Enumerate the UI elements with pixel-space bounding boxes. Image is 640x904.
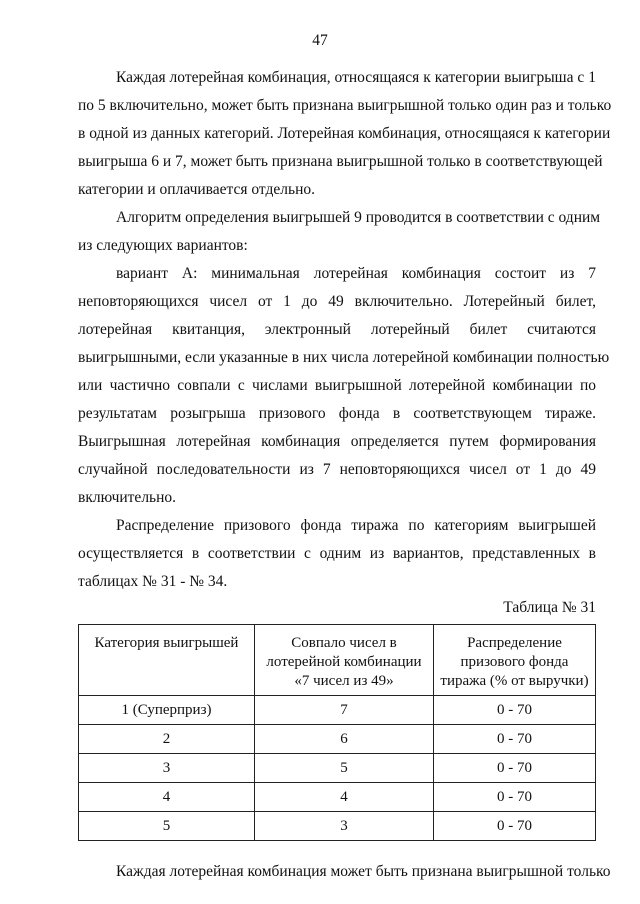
header-matched-numbers: Совпало чисел в лотерейной комбинации «7 чисел из 49» — [255, 625, 434, 696]
paragraph-line: Алгоритм определения выигрышей 9 проводится в соответствии с одним — [116, 209, 601, 226]
paragraph-line: выигрыша 6 и 7, может быть признана выигрышной только в соответствующей — [78, 153, 603, 170]
paragraph-line: неповторяющихся чисел от 1 до 49 включительно. Лотерейный билет, — [78, 293, 596, 310]
cell-matched: 3 — [255, 812, 434, 841]
paragraph-line: выигрышными, если указанные в них числа лотерейной комбинации полностью — [78, 349, 610, 366]
cell-distribution: 0 - 70 — [434, 725, 596, 754]
paragraph-line: Выигрышная лотерейная комбинация определяется путем формирования — [78, 433, 596, 450]
prize-distribution-table — [78, 624, 596, 841]
paragraph-line: Каждая лотерейная комбинация может быть признана выигрышной только — [116, 863, 611, 880]
paragraph-line: Распределение призового фонда тиража по категориям выигрышей — [116, 517, 596, 534]
paragraph-line: осуществляется в соответствии с одним из вариантов, представленных в — [78, 545, 596, 562]
paragraph-line: в одной из данных категорий. Лотерейная комбинация, относящаяся к категории — [78, 125, 611, 142]
cell-category: 4 — [79, 783, 255, 812]
cell-category: 3 — [79, 754, 255, 783]
paragraph-line: или частично совпали с числами выигрышной лотерейной комбинации по — [78, 377, 596, 394]
paragraph-line: лотерейная квитанция, электронный лотерейный билет считаются — [78, 321, 596, 338]
cell-category: 1 (Суперприз) — [79, 696, 255, 725]
table-row — [79, 754, 596, 783]
page-number: 47 — [312, 32, 328, 49]
table-row — [79, 725, 596, 754]
header-prize-distribution: Распределение призового фонда тиража (% от выручки) — [434, 625, 596, 696]
paragraph-line: таблицах № 31 - № 34. — [78, 573, 228, 590]
cell-matched: 6 — [255, 725, 434, 754]
cell-matched: 7 — [255, 696, 434, 725]
paragraph-line: из следующих вариантов: — [78, 237, 248, 254]
cell-distribution: 0 - 70 — [434, 696, 596, 725]
paragraph-line: категории и оплачивается отдельно. — [78, 181, 315, 198]
cell-distribution: 0 - 70 — [434, 783, 596, 812]
cell-matched: 4 — [255, 783, 434, 812]
cell-distribution: 0 - 70 — [434, 754, 596, 783]
paragraph-line: случайной последовательности из 7 неповторяющихся чисел от 1 до 49 — [78, 461, 596, 478]
table-row — [79, 696, 596, 725]
table-row — [79, 783, 596, 812]
cell-distribution: 0 - 70 — [434, 812, 596, 841]
paragraph-line: включительно. — [78, 489, 177, 506]
table-caption: Таблица № 31 — [503, 599, 596, 616]
table-header-row — [79, 625, 596, 696]
paragraph-line: Каждая лотерейная комбинация, относящаяся к категории выигрыша с 1 — [116, 69, 596, 86]
header-category: Категория выигрышей — [79, 625, 255, 696]
cell-category: 5 — [79, 812, 255, 841]
paragraph-line: по 5 включительно, может быть признана выигрышной только один раз и только — [78, 97, 612, 114]
cell-category: 2 — [79, 725, 255, 754]
paragraph-line: результатам розыгрыша призового фонда в соответствующем тираже. — [78, 405, 596, 422]
paragraph-line: вариант А: минимальная лотерейная комбинация состоит из 7 — [116, 265, 596, 282]
table-row — [79, 812, 596, 841]
cell-matched: 5 — [255, 754, 434, 783]
